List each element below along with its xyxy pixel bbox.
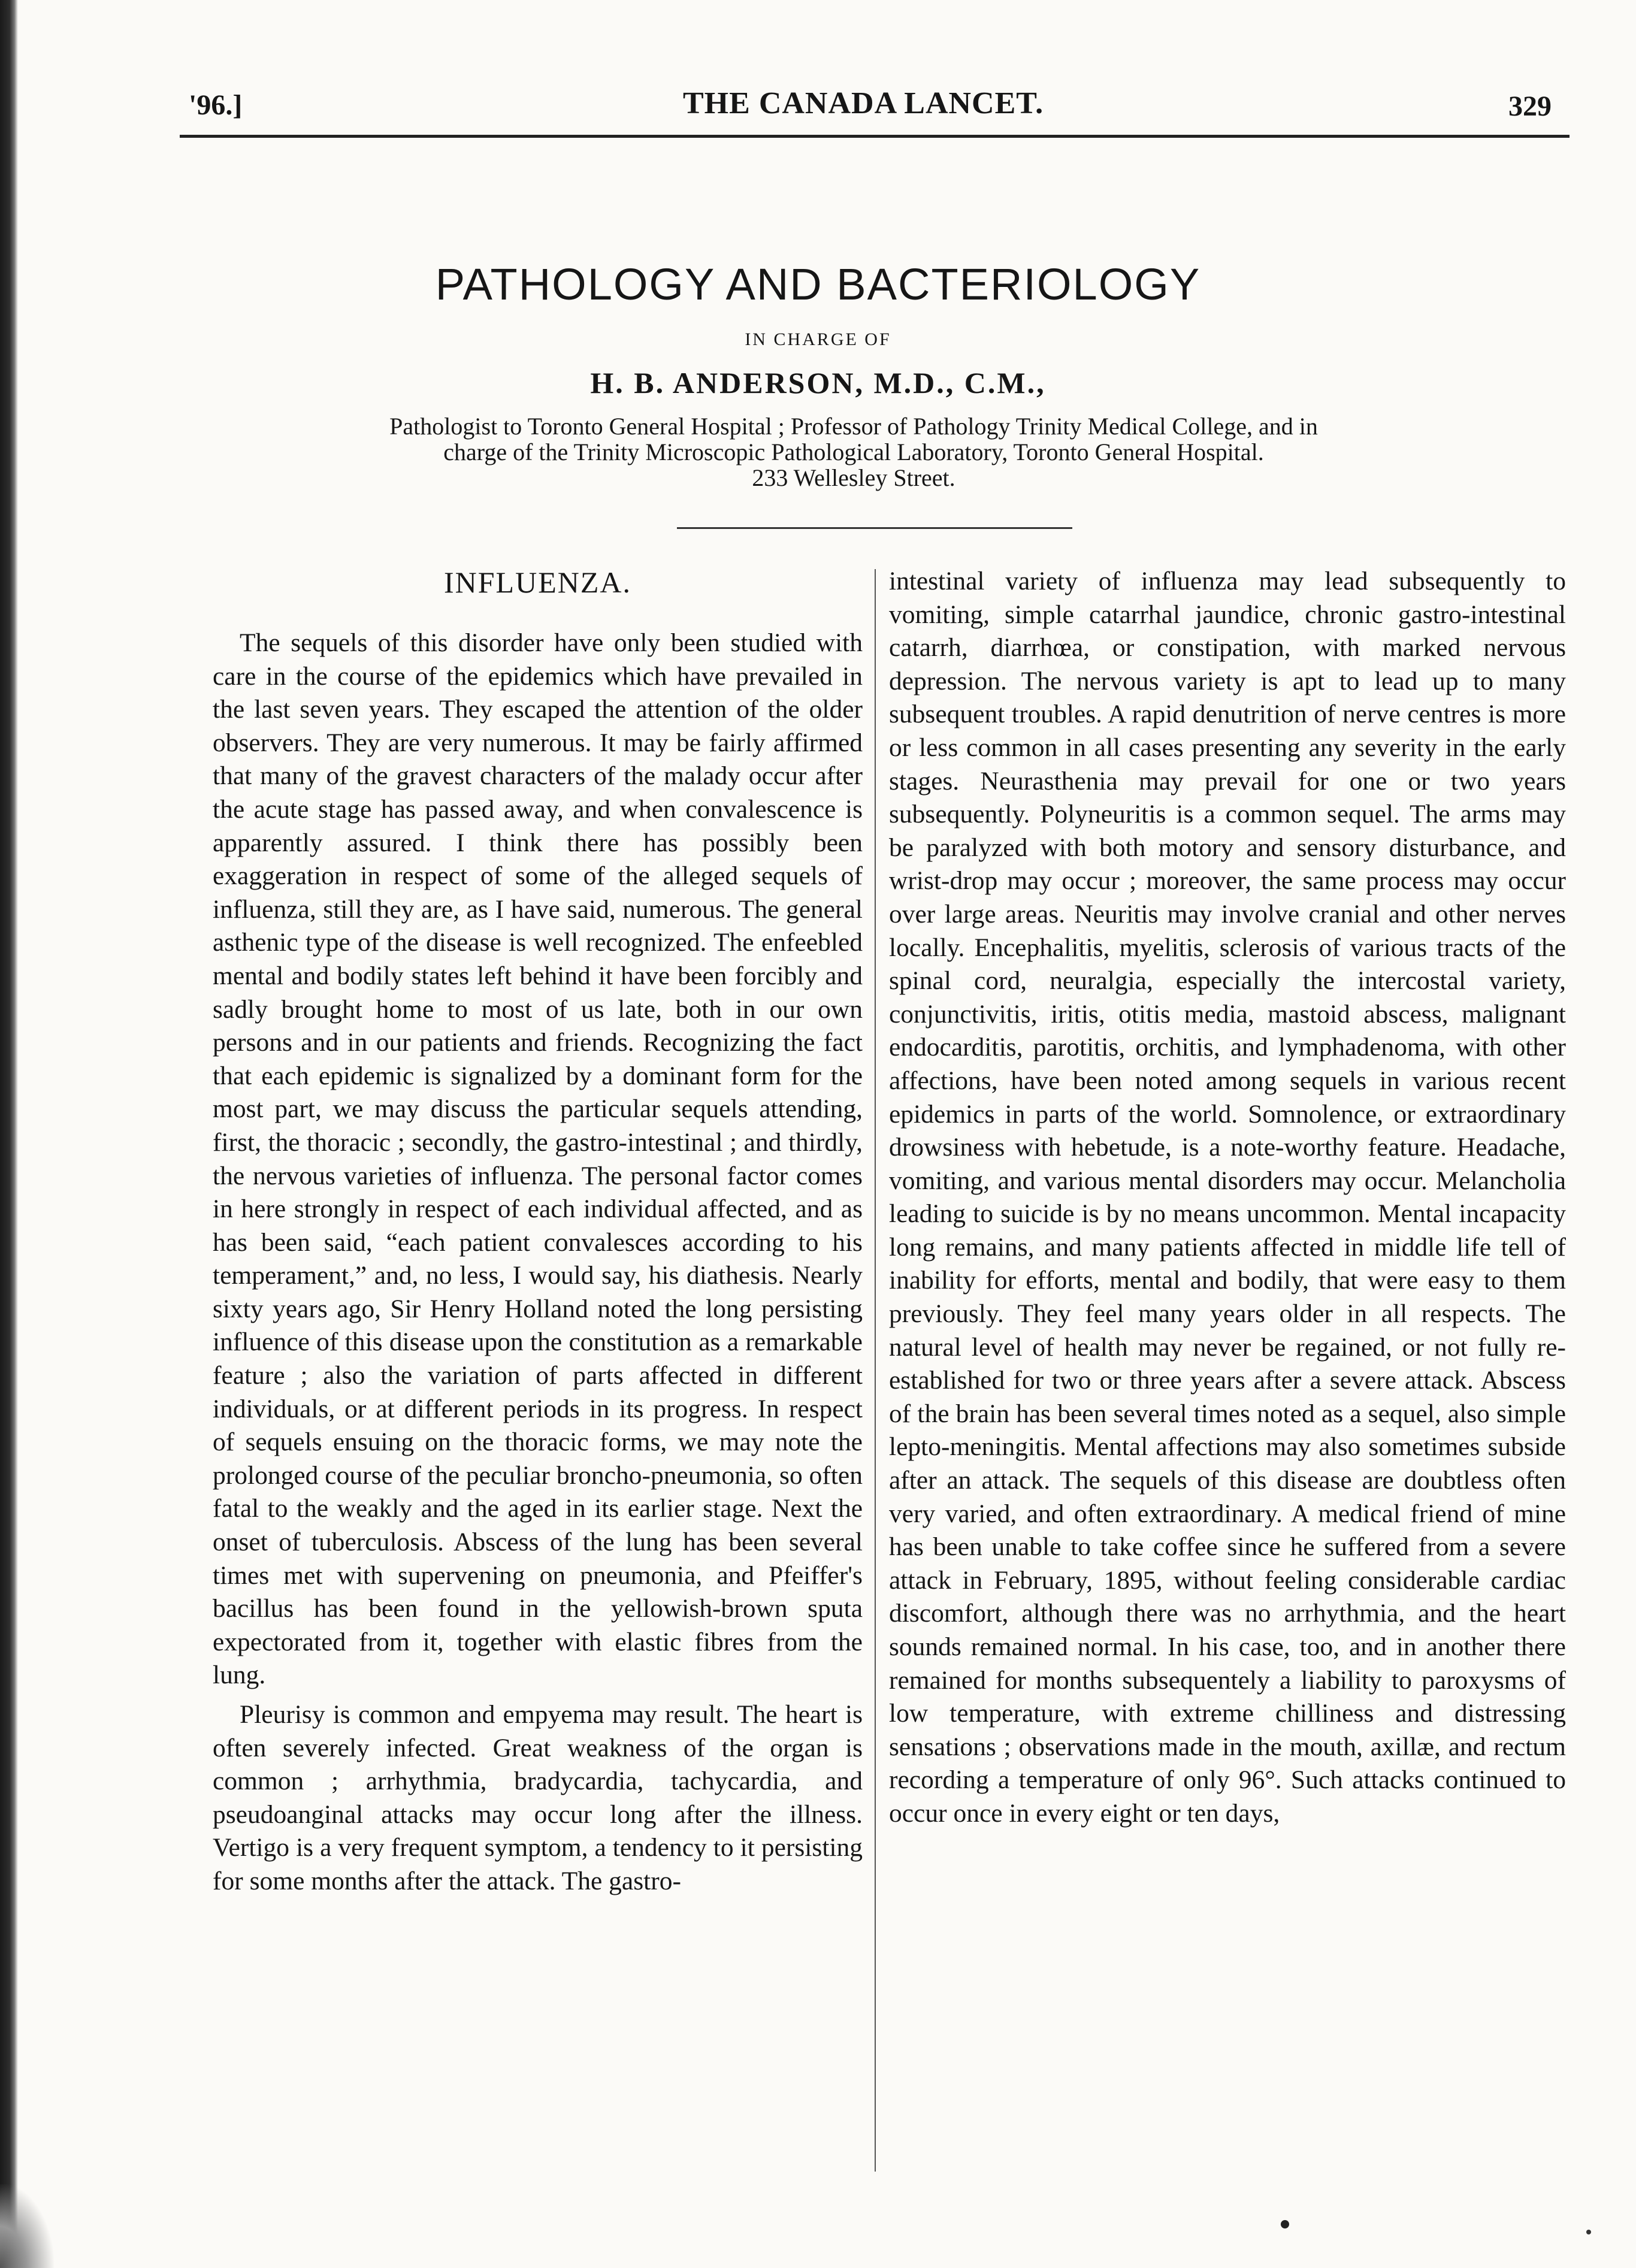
- in-charge-label: IN CHARGE OF: [745, 329, 891, 349]
- affiliation-line: Pathologist to Toronto General Hospital ; Professor of Pathology Trinity Medical College, and in: [389, 413, 1318, 440]
- header-rule: [180, 135, 1570, 138]
- right-column: [889, 565, 1566, 1831]
- title-divider: [677, 527, 1072, 529]
- affiliation-line: 233 Wellesley Street.: [752, 464, 955, 492]
- corner-smudge: [0, 2184, 54, 2268]
- author-name: H. B. ANDERSON, M.D., C.M.,: [590, 366, 1046, 400]
- header-year: '96.]: [189, 89, 243, 121]
- affiliation-line: charge of the Trinity Microscopic Pathological Laboratory, Toronto General Hospital.: [443, 439, 1264, 466]
- body-paragraph: Pleurisy is common and empyema may result. The heart is often severely infected. Great weakness of the organ is common ; arrhythmia, bradycardia, tachycardia, and pseudoanginal attacks may occur long after the illness. Vertigo is a very frequent symptom, a tendency to it persisting for some months after the attack. The gastro-: [213, 1700, 863, 1895]
- body-paragraph: The sequels of this disorder have only been studied with care in the course of the epidemics which have prevailed in the last seven years. They escaped the attention of the older observers. They are very numerous. It may be fairly affirmed that many of the gravest characters of the malady occur after the acute stage has passed away, and when convalescence is apparently assured. I think there has possibly been exaggeration in respect of some of the alleged sequels of influenza, still they are, as I have said, numerous. The general asthenic type of the disease is well recognized. The enfeebled mental and bodily states left behind it have been forcibly and sadly brought home to most of us late, both in our own persons and in our patients and friends. Recognizing the fact that each epidemic is signalized by a dominant form for the most part, we may discuss the particular sequels attending, first, the thoracic ; secondly, the gastro-intestinal ; and thirdly, the nervous varieties of influenza. The personal factor comes in here strongly in respect of each individual affected, and as has been said, “each patient convalesces according to his temperament,” and, no less, I would say, his diathesis. Nearly sixty years ago, Sir Henry Holland noted the long persisting influence of this disease upon the constitution as a remarkable feature ; also the variation of parts affected in different individuals, or at different periods in its progress. In respect of sequels ensuing on the thoracic forms, we may note the prolonged course of the peculiar broncho-pneumonia, so often fatal to the weakly and the aged in its earlier stage. Next the onset of tuberculosis. Abscess of the lung has been several times met with supervening on pneumonia, and Pfeiffer's bacillus has been found in the yellowish-brown sputa expectorated from it, together with elastic fibres from the lung.: [213, 628, 863, 1690]
- left-column: [213, 566, 863, 1898]
- column-divider: [875, 569, 876, 2172]
- ink-speck: [1281, 2220, 1289, 2228]
- body-paragraph: intestinal variety of influenza may lead subsequently to vomiting, simple catarrhal jaundice, chronic gastro-intestinal catarrh, diarrhœa, or constipation, with marked nervous depression. The nervous variety is apt to lead up to many subsequent troubles. A rapid denutrition of nerve centres is more or less common in all cases presenting any severity in the early stages. Neurasthenia may prevail for one or two years subsequently. Polyneuritis is a common sequel. The arms may be paralyzed with both motory and sensory disturbance, and wrist-drop may occur ; moreover, the same process may occur over large areas. Neuritis may involve cranial and other nerves locally. Encephalitis, myelitis, sclerosis of various tracts of the spinal cord, neuralgia, especially the intercostal variety, conjunctivitis, iritis, otitis media, mastoid abscess, malignant endocarditis, parotitis, orchitis, and lymphadenoma, with other affections, have been noted among sequels in various recent epidemics in parts of the world. Somnolence, or extraordinary drowsiness with hebetude, is a note-worthy feature. Headache, vomiting, and various mental disorders may occur. Melancholia leading to suicide is by no means uncommon. Mental incapacity long remains, and many patients affected in middle life tell of inability for efforts, mental and bodily, that were easy to them previously. They feel many years older in all respects. The natural level of health may never be regained, or not fully re-established for two or three years after a severe attack. Abscess of the brain has been several times noted as a sequel, also simple lepto-meningitis. Mental affections may also sometimes subside after an attack. The sequels of this disease are doubtless often very varied, and often extraordinary. A medical friend of mine has been unable to take coffee since he suffered from a severe attack in February, 1895, without feeling considerable cardiac discomfort, although there was no arrhythmia, and the heart sounds remained normal. In his case, too, and in another there remained for months subsequentely a liability to paroxysms of low temperature, with extreme chilliness and distressing sensations ; observations made in the mouth, axillæ, and rectum recording a temperature of only 96°. Such attacks continued to occur once in every eight or ten days,: [889, 567, 1566, 1828]
- section-title: PATHOLOGY AND BACTERIOLOGY: [435, 259, 1201, 309]
- running-head-title: THE CANADA LANCET.: [683, 86, 1044, 120]
- author-affiliation: [240, 413, 1468, 491]
- article-title: INFLUENZA.: [443, 566, 632, 599]
- ink-speck: [1586, 2230, 1591, 2234]
- page-number: 329: [1508, 90, 1552, 122]
